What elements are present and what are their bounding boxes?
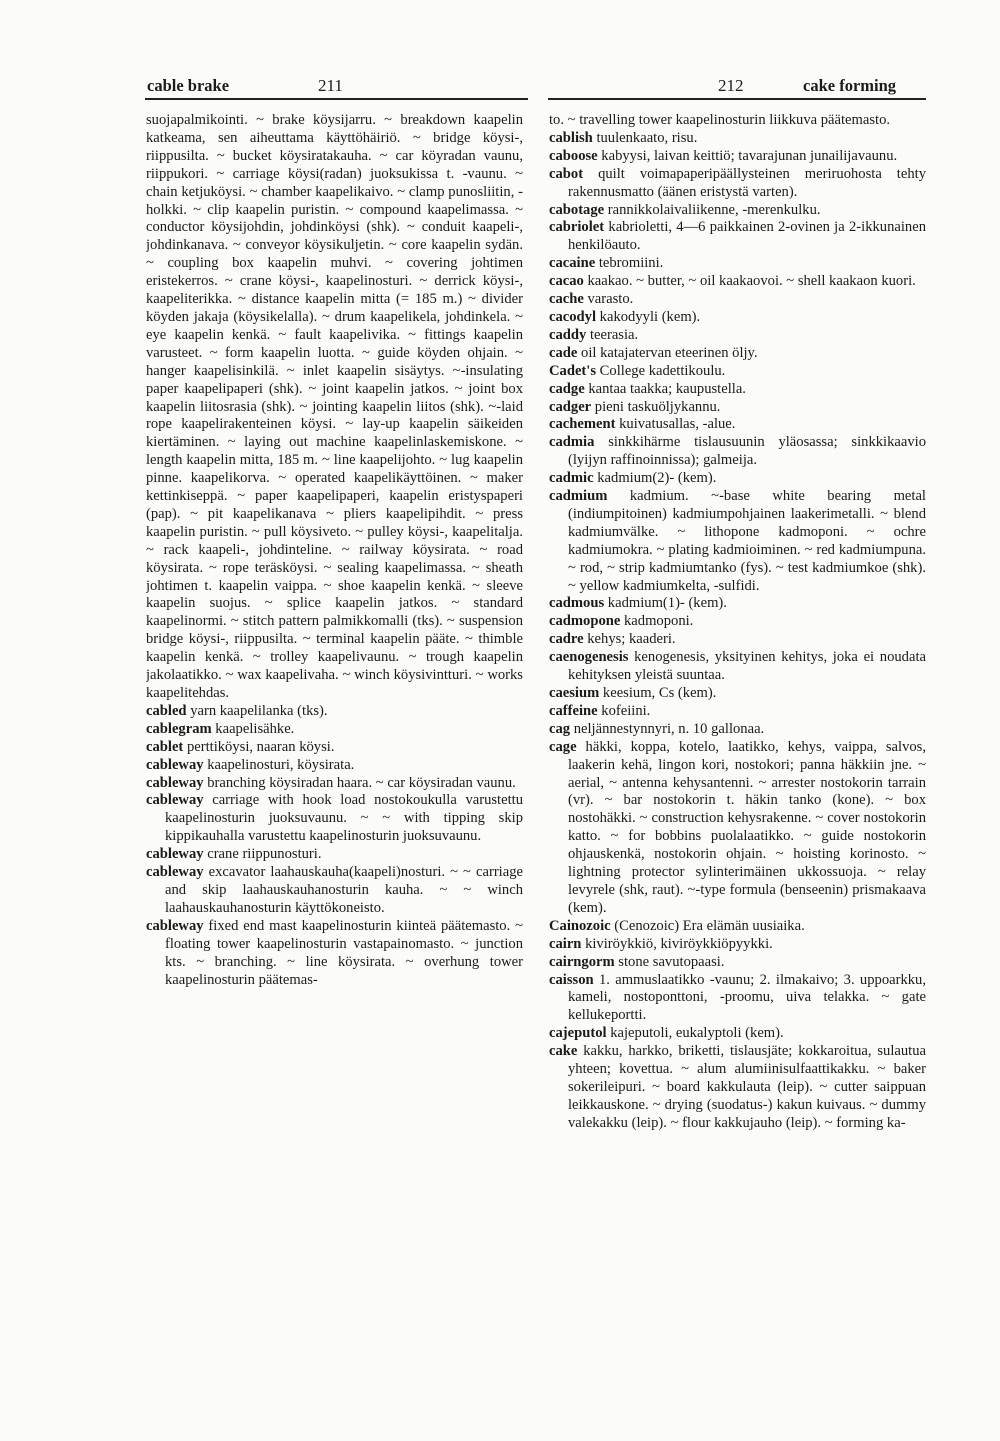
header-rule-left bbox=[145, 98, 528, 100]
dictionary-entry: cag neljännestynnyri, n. 10 gallonaa. bbox=[549, 720, 765, 737]
dictionary-entry: cabot quilt voimapaperipäällysteinen meriruohosta tehty rakennusmatto (äänen eristystä varten). bbox=[549, 165, 926, 200]
dictionary-entry: cache varasto. bbox=[549, 291, 634, 308]
dictionary-entry: cableway kaapelinosturi, köysirata. bbox=[146, 756, 355, 773]
dictionary-entry: cacodyl kakodyyli (kem). bbox=[549, 308, 701, 325]
running-head-right: cake forming bbox=[803, 76, 897, 95]
dictionary-entry: cadmous kadmium(1)- (kem). bbox=[549, 595, 727, 612]
dictionary-entry: cadre kehys; kaaderi. bbox=[549, 631, 676, 648]
page-number-right: 212 bbox=[718, 76, 744, 95]
dictionary-entry: cabled yarn kaapelilanka (tks). bbox=[146, 702, 328, 719]
dictionary-entry: cairngorm stone savutopaasi. bbox=[549, 953, 725, 970]
dictionary-entry: cajeputol kajeputoli, eukalyptoli (kem). bbox=[549, 1025, 784, 1042]
dictionary-entry: caffeine kofeiini. bbox=[549, 702, 651, 719]
dictionary-entry: cablet perttiköysi, naaran köysi. bbox=[146, 738, 335, 755]
dictionary-entry: to. ~ travelling tower kaapelinosturin liikkuva päätemasto. bbox=[549, 112, 891, 128]
dictionary-entry: cabriolet kabrioletti, 4—6 paikkainen 2-ovinen ja 2-ikkunainen henkilöauto. bbox=[549, 219, 926, 254]
dictionary-entry: cableway branching köysiradan haara. ~ car köysiradan vaunu. bbox=[146, 774, 516, 791]
dictionary-entry: caisson 1. ammuslaatikko -vaunu; 2. ilmakaivo; 3. uppoarkku, kameli, nostoponttoni, -proomu, uiva telakka. ~ gate kellukeportti. bbox=[549, 971, 926, 1024]
dictionary-entry: Cadet's College kadettikoulu. bbox=[549, 362, 726, 379]
dictionary-entry: cadge kantaa taakka; kaupustella. bbox=[549, 380, 746, 397]
dictionary-entry: cabotage rannikkolaivaliikenne, -merenkulku. bbox=[549, 201, 821, 218]
dictionary-entry: cacao kaakao. ~ butter, ~ oil kaakaovoi. ~ shell kaakaon kuori. bbox=[549, 273, 916, 290]
dictionary-entry: cadmium kadmium. ~-base white bearing metal (indiumpitoinen) kadmiumpohjainen laakerimetalli. ~ blend kadmiumvälke. ~ lithopone kadmoponi. ~ ochre kadmiumokra. ~ plating kadmioiminen. ~ red kadmiumpuna. ~ rod, ~ strip kadmiumtanko (fys). ~ test kadmiumkoe (shk). ~ yellow kadmiumkelta, -sulfidi. bbox=[549, 488, 926, 594]
dictionary-entry: Cainozoic (Cenozoic) Era elämän uusiaika. bbox=[549, 917, 805, 934]
dictionary-entry: cableway excavator laahauskauha(kaapeli)nosturi. ~ ~ carriage and skip laahauskauhanosturin kauha. ~ ~ winch laahauskauhanosturin käyttökoneisto. bbox=[146, 864, 523, 916]
dictionary-entry: cacaine tebromiini. bbox=[549, 255, 664, 272]
dictionary-entry: cableway crane riippunosturi. bbox=[146, 846, 322, 863]
header-rule-right bbox=[548, 98, 926, 100]
dictionary-entry: cablegram kaapelisähke. bbox=[146, 720, 295, 737]
right-column bbox=[549, 112, 926, 1342]
running-head-left: cable brake bbox=[147, 76, 230, 95]
dictionary-entry: caboose kabyysi, laivan keittiö; tavarajunan junailijavaunu. bbox=[549, 147, 898, 164]
dictionary-entry: cableway fixed end mast kaapelinosturin kiinteä päätemasto. ~ floating tower kaapelinosturin vastapainomasto. ~ junction kts. ~ branching. ~ line köysirata. ~ overhung tower kaapelinosturin päätemas- bbox=[146, 917, 523, 988]
dictionary-entry: cade oil katajatervan eteerinen öljy. bbox=[549, 344, 758, 361]
dictionary-entry: suojapalmikointi. ~ brake köysijarru. ~ breakdown kaapelin katkeama, sen aiheuttama käyttöhäiriö. ~ bridge köysi-, riippusilta. ~ bucket köysiratakauha. ~ car köyradan vaunu, riippukori. ~ carriage köysi(radan) juoksukissa t. -vaunu. ~ chain ketjuköysi. ~ chamber kaapelikaivo. ~ clamp punosliitin, -holkki. ~ clip kaapelin puristin. ~ compound kaapelimassa. ~ conductor köysijohdin, johdinköysi (shk). ~ conduit kaapeli-, johdinkanava. ~ conveyor köysikuljetin. ~ core kaapelin sydän. ~ coupling box kaapelin muhvi. ~ covering johtimen eristekerros. ~ crane köysi-, kaapelinosturi. ~ derrick köysi-, kaapeliterikka. ~ distance kaapelin mitta (= 185 m.) ~ divider köyden jakaja (köysikelalla). ~ drum kaapelikela, johdinkela. ~ eye kaapelin kenkä. ~ fault kaapelivika. ~ fittings kaapelin varusteet. ~ form kaapelin luotta. ~ guide köyden ohjain. ~ hanger kaapelisinkilä. ~ inlet kaapelin sisäytys. ~-insulating paper kaapelipaperi (shk). ~ joint kaapelin jatkos. ~ joint box kaapelin liitosrasia (shk). ~ jointing kaapelin liitos (shk). ~-laid rope kaapelirakenteinen köysi. ~ lay-up kaapelin säikeiden kiertäminen. ~ laying out machine kaapelinlaskemiskone. ~ length kaapelin mitta, 185 m. ~ line kaapelijohto. ~ lug kaapelin pinne. kaapelikorva. ~ operated kaapelikäyttöinen. ~ maker kettinkiseppä. ~ paper kaapelipaperi, kaapelin eristyspaperi (pap). ~ pit kaapelikanava ~ pliers kaapelipihdit. ~ press kaapelin puristin. ~ pull köysiveto. ~ pulley köysi-, kaapelitalja. ~ rack kaapeli-, johdinteline. ~ railway köysirata. ~ road köysirata. ~ rope teräsköysi. ~ sealing kaapelimassa. ~ sheath johtimen t. kaapelin vaippa. ~ shoe kaapelin kenkä. ~ sleeve kaapelin suojus. ~ splice kaapelin jatkos. ~ standard kaapelinormi. ~ stitch pattern palmikkomalli (tks). ~ suspension bridge köysi-, riippusilta. ~ terminal kaapelin pääte. ~ thimble kaapelin kenkä. ~ trolley kaapelivaunu. ~ trough kaapelin jakolaatikko. ~ wax kaapelivaha. ~ winch köysivintturi. ~ works kaapelitehdas. bbox=[146, 112, 523, 701]
dictionary-entry: cadmopone kadmoponi. bbox=[549, 613, 694, 630]
dictionary-entry: cairn kiviröykkiö, kiviröykkiöpyykki. bbox=[549, 935, 773, 952]
dictionary-entry: caenogenesis kenogenesis, yksityinen kehitys, joka ei noudata kehityksen yleistä suuntaa. bbox=[549, 649, 926, 684]
dictionary-entry: caddy teerasia. bbox=[549, 326, 639, 343]
dictionary-entry: caesium keesium, Cs (kem). bbox=[549, 685, 717, 701]
page-number-left: 211 bbox=[318, 76, 343, 95]
dictionary-entry: cadmia sinkkihärme tislausuunin yläosassa; sinkkikaavio (lyijyn raffinoinnissa); galmeija. bbox=[549, 434, 926, 469]
dictionary-entry: cake kakku, harkko, briketti, tislausjäte; kokkaroitua, sulautua yhteen; kovettua. ~ alum alumiinisulfaattikakku. ~ baker sokerileipuri. ~ board kakkulauta (leip). ~ cutter saippuan leikkauskone. ~ drying (suodatus-) kakun kuivaus. ~ dummy valekakku (leip). ~ flour kakkujauho (leip). ~ forming ka- bbox=[549, 1043, 926, 1131]
dictionary-entry: cableway carriage with hook load nostokoukulla varustettu kaapelinosturin juoksuvaunu. ~ ~ with tipping skip kippikauhalla varustettu kaapelinosturin juoksuvaunu. bbox=[146, 792, 523, 845]
dictionary-entry: cachement kuivatusallas, -alue. bbox=[549, 416, 736, 433]
dictionary-entry: cadmic kadmium(2)- (kem). bbox=[549, 470, 717, 487]
dictionary-entry: cage häkki, koppa, kotelo, laatikko, kehys, vaippa, salvos, laakerin kehä, lingon kori, nostokori; panna häkkiin jne. ~ aerial, ~ antenna kehysantenni. ~ arrester nostokorin tarrain (vr). ~ bar nostokorin t. häkin tanko (kone). ~ box nostohäkki. ~ construction kehysrakenne. ~ cover nostokorin katto. ~ for bobbins puolalaatikko. ~ guide nostokorin ohjauskenkä, nostokorin ohjain. ~ hoisting korinosto. ~ lightning protector sylinterimäinen ukkossuoja. ~ relay levyrele (shk, raut). ~-type formula (benseenin) prismakaava (kem). bbox=[549, 738, 926, 916]
dictionary-entry: cablish tuulenkaato, risu. bbox=[549, 129, 698, 146]
left-column bbox=[146, 112, 523, 1342]
dictionary-entry: cadger pieni taskuöljykannu. bbox=[549, 398, 721, 415]
